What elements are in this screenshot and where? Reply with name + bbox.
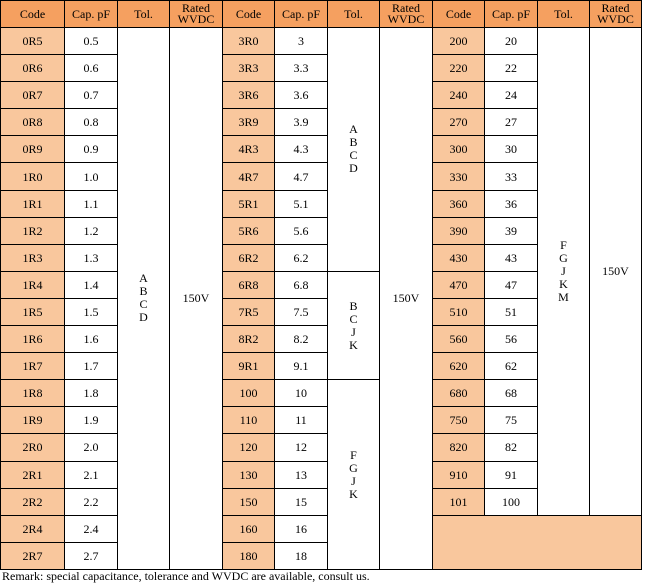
tolerance-letter: D [139,310,148,325]
capacitance-cell: 68 [485,380,538,407]
capacitance-cell: 1.7 [65,353,118,380]
header-rated-wvdc [170,1,223,28]
capacitance-cell: 18 [275,542,328,569]
code-cell: 120 [223,434,275,461]
tolerance-letter: B [349,135,358,150]
capacitance-cell: 1.8 [65,380,118,407]
capacitance-cell: 1.4 [65,271,118,298]
capacitance-cell: 10 [275,380,328,407]
code-cell: 2R1 [1,461,65,488]
capacitance-cell: 2.4 [65,515,118,542]
code-cell: 750 [433,407,485,434]
capacitance-cell: 36 [485,190,538,217]
capacitance-cell: 3 [275,28,328,55]
capacitance-cell: 0.7 [65,82,118,109]
capacitance-cell: 2.2 [65,488,118,515]
code-cell: 510 [433,298,485,325]
capacitance-cell: 2.7 [65,542,118,569]
header-rated-label: Rated [601,1,630,15]
header-rated-label: Rated [392,1,420,15]
capacitance-cell: 15 [275,488,328,515]
capacitance-cell: 3.3 [275,55,328,82]
tolerance-cell [118,28,170,570]
code-cell: 560 [433,326,485,353]
header-cap: Cap. pF [65,1,118,28]
code-cell: 7R5 [223,298,275,325]
capacitance-cell: 3.9 [275,109,328,136]
code-cell: 1R8 [1,380,65,407]
code-cell: 130 [223,461,275,488]
code-cell: 0R7 [1,82,65,109]
tolerance-letter: F [350,447,357,462]
code-cell: 4R3 [223,136,275,163]
capacitance-cell: 7.5 [275,298,328,325]
tolerance-letter: D [349,161,358,176]
tolerance-cell [538,28,590,516]
header-code: Code [433,1,485,28]
header-rated-wvdc [590,1,642,28]
tolerance-letter: J [351,324,356,339]
tolerance-letter: G [349,460,358,475]
capacitance-cell: 1.3 [65,244,118,271]
code-cell: 4R7 [223,163,275,190]
code-cell: 180 [223,542,275,569]
capacitance-cell: 8.2 [275,326,328,353]
tolerance-letter: J [561,263,566,278]
code-cell: 8R2 [223,326,275,353]
capacitance-cell: 6.8 [275,271,328,298]
capacitance-cell: 33 [485,163,538,190]
code-cell: 2R2 [1,488,65,515]
code-cell: 200 [433,28,485,55]
capacitance-cell: 9.1 [275,353,328,380]
tolerance-cell [328,28,380,272]
header-tol: Tol. [538,1,590,28]
code-cell: 1R3 [1,244,65,271]
capacitance-cell: 24 [485,82,538,109]
rated-voltage-cell: 150V [170,28,223,570]
header-wvdc-label: WVDC [387,12,425,26]
tolerance-letter: K [559,276,568,291]
capacitance-cell: 1.9 [65,407,118,434]
tolerance-letter: A [349,122,358,137]
header-rated-wvdc [380,1,433,28]
code-cell: 100 [223,380,275,407]
capacitance-cell: 0.8 [65,109,118,136]
code-cell: 620 [433,353,485,380]
capacitance-cell: 0.5 [65,28,118,55]
code-cell: 470 [433,271,485,298]
code-cell: 1R4 [1,271,65,298]
capacitance-cell: 11 [275,407,328,434]
code-cell: 6R8 [223,271,275,298]
capacitance-cell: 2.0 [65,434,118,461]
code-cell: 5R1 [223,190,275,217]
code-cell: 6R2 [223,244,275,271]
capacitance-cell: 5.1 [275,190,328,217]
code-cell: 1R9 [1,407,65,434]
capacitance-cell: 3.6 [275,82,328,109]
table-header-row [1,1,642,28]
tolerance-letter: M [558,289,569,304]
code-cell: 680 [433,380,485,407]
capacitance-cell: 6.2 [275,244,328,271]
tolerance-letter: J [351,473,356,488]
capacitance-cell: 5.6 [275,217,328,244]
header-wvdc-label: WVDC [597,12,634,26]
tolerance-cell [328,271,380,379]
code-cell: 3R6 [223,82,275,109]
capacitance-cell: 1.2 [65,217,118,244]
code-cell: 1R0 [1,163,65,190]
code-cell: 1R2 [1,217,65,244]
code-cell: 150 [223,488,275,515]
code-cell: 9R1 [223,353,275,380]
code-cell: 430 [433,244,485,271]
code-cell: 1R7 [1,353,65,380]
capacitance-cell: 39 [485,217,538,244]
code-cell: 2R4 [1,515,65,542]
code-cell: 0R6 [1,55,65,82]
code-cell: 910 [433,461,485,488]
code-cell: 360 [433,190,485,217]
tolerance-letter: B [349,298,358,313]
table-row [1,515,642,542]
code-cell: 240 [433,82,485,109]
capacitance-cell: 0.6 [65,55,118,82]
capacitance-cell: 16 [275,515,328,542]
capacitance-cell: 75 [485,407,538,434]
code-cell: 820 [433,434,485,461]
tolerance-letter: G [559,250,568,265]
code-cell: 160 [223,515,275,542]
capacitance-cell: 100 [485,488,538,515]
tolerance-letter: K [349,486,358,501]
tolerance-letter: C [349,311,358,326]
header-cap: Cap. pF [485,1,538,28]
header-code: Code [223,1,275,28]
tolerance-letter: K [349,337,358,352]
capacitance-cell: 91 [485,461,538,488]
capacitance-cell: 1.0 [65,163,118,190]
code-cell: 1R1 [1,190,65,217]
capacitance-cell: 0.9 [65,136,118,163]
tolerance-letter: C [349,148,358,163]
code-cell: 300 [433,136,485,163]
code-cell: 0R9 [1,136,65,163]
header-tol: Tol. [118,1,170,28]
rated-voltage-cell: 150V [590,28,642,516]
capacitance-cell: 30 [485,136,538,163]
code-cell: 330 [433,163,485,190]
table-row [1,28,642,55]
header-cap: Cap. pF [275,1,328,28]
tolerance-letter: C [139,297,148,312]
code-cell: 110 [223,407,275,434]
tolerance-letter: B [139,284,148,299]
capacitance-cell: 13 [275,461,328,488]
capacitance-cell: 62 [485,353,538,380]
header-code: Code [1,1,65,28]
tolerance-cell [328,380,380,570]
capacitance-cell: 1.5 [65,298,118,325]
code-cell: 2R7 [1,542,65,569]
code-cell: 270 [433,109,485,136]
code-cell: 390 [433,217,485,244]
code-cell: 1R6 [1,326,65,353]
capacitance-cell: 43 [485,244,538,271]
capacitance-cell: 1.1 [65,190,118,217]
capacitance-cell: 51 [485,298,538,325]
capacitance-cell: 2.1 [65,461,118,488]
capacitance-cell: 47 [485,271,538,298]
rated-voltage-cell: 150V [380,28,433,570]
code-cell: 0R8 [1,109,65,136]
header-wvdc-label: WVDC [177,12,215,26]
code-cell: 3R0 [223,28,275,55]
header-tol: Tol. [328,1,380,28]
capacitance-cell: 20 [485,28,538,55]
empty-filler-cell [433,515,642,569]
table-body [1,28,642,570]
capacitance-cell: 82 [485,434,538,461]
code-cell: 2R0 [1,434,65,461]
capacitance-cell: 1.6 [65,326,118,353]
capacitance-cell: 56 [485,326,538,353]
tolerance-letter: A [139,271,148,286]
code-cell: 220 [433,55,485,82]
code-cell: 1R5 [1,298,65,325]
header-rated-label: Rated [182,1,210,15]
code-cell: 5R6 [223,217,275,244]
remark-note: Remark: special capacitance, tolerance and WVDC are available, consult us. [2,569,370,583]
capacitance-cell: 22 [485,55,538,82]
code-cell: 101 [433,488,485,515]
code-cell: 0R5 [1,28,65,55]
capacitance-cell: 4.7 [275,163,328,190]
capacitance-cell: 27 [485,109,538,136]
code-cell: 3R9 [223,109,275,136]
capacitance-cell: 4.3 [275,136,328,163]
tolerance-letter: F [560,237,567,252]
capacitance-cell: 12 [275,434,328,461]
code-cell: 3R3 [223,55,275,82]
